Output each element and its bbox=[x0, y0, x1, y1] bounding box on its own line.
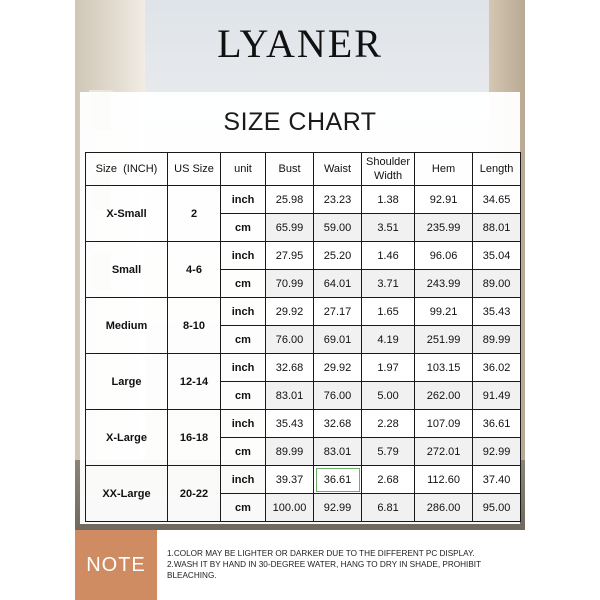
unit-cm: cm bbox=[221, 438, 266, 466]
shoulder-value: 3.71 bbox=[362, 270, 415, 298]
length-value: 35.04 bbox=[473, 242, 521, 270]
table-row bbox=[86, 466, 521, 494]
unit-inch: inch bbox=[221, 242, 266, 270]
size-label: X-Small bbox=[86, 186, 168, 242]
length-value: 37.40 bbox=[473, 466, 521, 494]
waist-value: 32.68 bbox=[314, 410, 362, 438]
header-unit: unit bbox=[221, 153, 266, 186]
shoulder-value: 2.28 bbox=[362, 410, 415, 438]
shoulder-value: 5.79 bbox=[362, 438, 415, 466]
note-text bbox=[167, 548, 523, 581]
bust-value: 35.43 bbox=[266, 410, 314, 438]
size-label: Small bbox=[86, 242, 168, 298]
shoulder-value: 1.97 bbox=[362, 354, 415, 382]
waist-value: 92.99 bbox=[314, 494, 362, 522]
bust-value: 65.99 bbox=[266, 214, 314, 242]
header-waist: Waist bbox=[314, 153, 362, 186]
note-label: NOTE bbox=[75, 530, 157, 600]
waist-value: 64.01 bbox=[314, 270, 362, 298]
unit-cm: cm bbox=[221, 214, 266, 242]
header-length: Length bbox=[473, 153, 521, 186]
unit-inch: inch bbox=[221, 298, 266, 326]
length-value: 36.02 bbox=[473, 354, 521, 382]
waist-value: 76.00 bbox=[314, 382, 362, 410]
size-label: XX-Large bbox=[86, 466, 168, 522]
shoulder-value: 4.19 bbox=[362, 326, 415, 354]
waist-value: 36.61 bbox=[314, 466, 362, 494]
length-value: 88.01 bbox=[473, 214, 521, 242]
waist-value: 29.92 bbox=[314, 354, 362, 382]
hem-value: 103.15 bbox=[415, 354, 473, 382]
waist-value: 59.00 bbox=[314, 214, 362, 242]
length-value: 92.99 bbox=[473, 438, 521, 466]
hem-value: 243.99 bbox=[415, 270, 473, 298]
us-size: 4-6 bbox=[168, 242, 221, 298]
hem-value: 107.09 bbox=[415, 410, 473, 438]
length-value: 34.65 bbox=[473, 186, 521, 214]
table-row bbox=[86, 354, 521, 382]
length-value: 35.43 bbox=[473, 298, 521, 326]
waist-value: 69.01 bbox=[314, 326, 362, 354]
us-size: 8-10 bbox=[168, 298, 221, 354]
note-section bbox=[75, 530, 525, 600]
brand-logo: LYANER bbox=[217, 21, 383, 66]
hem-value: 251.99 bbox=[415, 326, 473, 354]
us-size: 20-22 bbox=[168, 466, 221, 522]
shoulder-value: 1.65 bbox=[362, 298, 415, 326]
us-size: 12-14 bbox=[168, 354, 221, 410]
shoulder-value: 1.46 bbox=[362, 242, 415, 270]
bust-value: 83.01 bbox=[266, 382, 314, 410]
table-row bbox=[86, 186, 521, 214]
header-shoulder-width: Shoulder Width bbox=[362, 153, 415, 186]
size-label: Medium bbox=[86, 298, 168, 354]
header-hem: Hem bbox=[415, 153, 473, 186]
header-bust: Bust bbox=[266, 153, 314, 186]
bust-value: 76.00 bbox=[266, 326, 314, 354]
hem-value: 272.01 bbox=[415, 438, 473, 466]
unit-cm: cm bbox=[221, 270, 266, 298]
waist-value: 25.20 bbox=[314, 242, 362, 270]
hem-value: 262.00 bbox=[415, 382, 473, 410]
bust-value: 25.98 bbox=[266, 186, 314, 214]
note-line-1: 1.COLOR MAY BE LIGHTER OR DARKER DUE TO THE DIFFERENT PC DISPLAY. bbox=[167, 549, 475, 558]
table-header-row bbox=[86, 153, 521, 186]
shoulder-value: 5.00 bbox=[362, 382, 415, 410]
bust-value: 29.92 bbox=[266, 298, 314, 326]
shoulder-value: 1.38 bbox=[362, 186, 415, 214]
shoulder-value: 3.51 bbox=[362, 214, 415, 242]
hem-value: 96.06 bbox=[415, 242, 473, 270]
header-size: Size (INCH) bbox=[86, 153, 168, 186]
size-label: X-Large bbox=[86, 410, 168, 466]
hem-value: 235.99 bbox=[415, 214, 473, 242]
table-row bbox=[86, 410, 521, 438]
length-value: 89.00 bbox=[473, 270, 521, 298]
hem-value: 112.60 bbox=[415, 466, 473, 494]
bust-value: 100.00 bbox=[266, 494, 314, 522]
table-row bbox=[86, 242, 521, 270]
table-row bbox=[86, 298, 521, 326]
bust-value: 27.95 bbox=[266, 242, 314, 270]
length-value: 36.61 bbox=[473, 410, 521, 438]
bust-value: 39.37 bbox=[266, 466, 314, 494]
unit-cm: cm bbox=[221, 326, 266, 354]
unit-cm: cm bbox=[221, 382, 266, 410]
hem-value: 286.00 bbox=[415, 494, 473, 522]
us-size: 2 bbox=[168, 186, 221, 242]
waist-value: 83.01 bbox=[314, 438, 362, 466]
waist-value: 27.17 bbox=[314, 298, 362, 326]
hem-value: 99.21 bbox=[415, 298, 473, 326]
shoulder-value: 2.68 bbox=[362, 466, 415, 494]
unit-inch: inch bbox=[221, 186, 266, 214]
bust-value: 70.99 bbox=[266, 270, 314, 298]
bust-value: 89.99 bbox=[266, 438, 314, 466]
length-value: 95.00 bbox=[473, 494, 521, 522]
bust-value: 32.68 bbox=[266, 354, 314, 382]
us-size: 16-18 bbox=[168, 410, 221, 466]
length-value: 89.99 bbox=[473, 326, 521, 354]
length-value: 91.49 bbox=[473, 382, 521, 410]
waist-value: 23.23 bbox=[314, 186, 362, 214]
header-us-size: US Size bbox=[168, 153, 221, 186]
unit-cm: cm bbox=[221, 494, 266, 522]
hem-value: 92.91 bbox=[415, 186, 473, 214]
chart-title: SIZE CHART bbox=[223, 108, 377, 136]
unit-inch: inch bbox=[221, 354, 266, 382]
unit-inch: inch bbox=[221, 410, 266, 438]
shoulder-value: 6.81 bbox=[362, 494, 415, 522]
size-label: Large bbox=[86, 354, 168, 410]
unit-inch: inch bbox=[221, 466, 266, 494]
size-table bbox=[85, 152, 521, 522]
note-line-2: 2.WASH IT BY HAND IN 30-DEGREE WATER, HANG TO DRY IN SHADE, PROHIBIT BLEACHING. bbox=[167, 560, 481, 580]
